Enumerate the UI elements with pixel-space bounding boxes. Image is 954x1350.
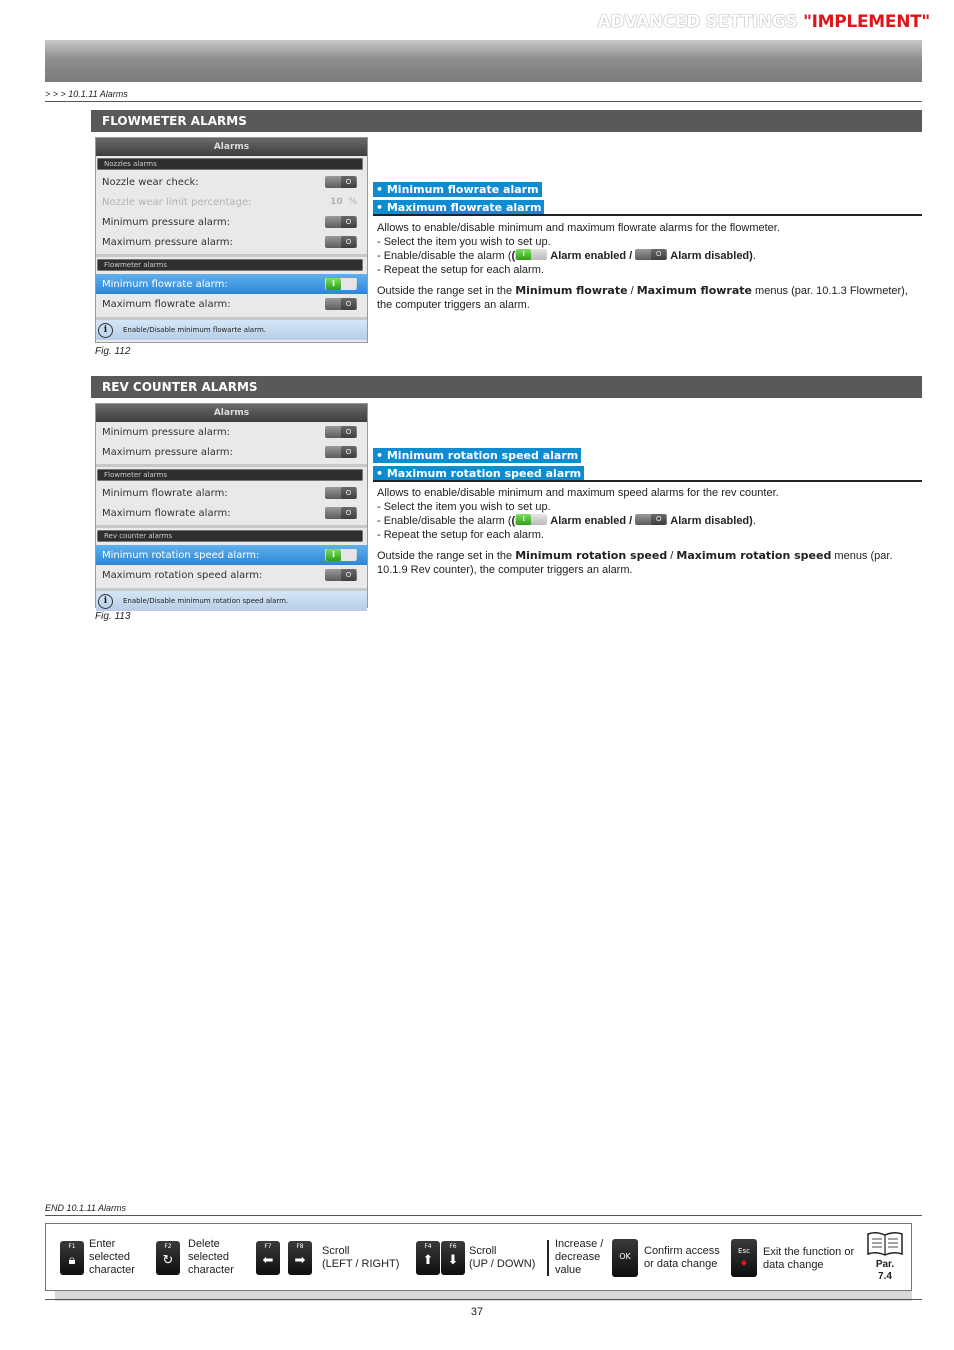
group-header-rev-counter: Rev counter alarms — [97, 530, 363, 542]
page-title-highlight: "IMPLEMENT" — [803, 12, 930, 32]
end-label: END 10.1.11 Alarms — [45, 1203, 127, 1213]
toggle-switch-off[interactable] — [325, 507, 357, 519]
toggle-off-icon — [635, 249, 667, 260]
alarm-headings — [373, 180, 544, 216]
toggle-switch-off[interactable] — [325, 426, 357, 438]
section-title-rev-counter: REV COUNTER ALARMS — [91, 376, 922, 398]
heading-min-flowrate: • Minimum flowrate alarm — [373, 182, 542, 197]
info-bar: i Enable/Disable minimum rotation speed alarm. — [96, 591, 367, 611]
ok-key-icon: OK — [612, 1239, 638, 1277]
toggle-switch-off[interactable] — [325, 298, 357, 310]
description-rev-counter: Allows to enable/disable minimum and maximum speed alarms for the rev counter. - Select the item you wish to set up. - Enable/disable the alarm ((I Alarm enabled / O Alarm disabled). - Repeat the setup for each alarm. Outside the range set in the Minimum rotation speed / Maximum rotation speed menus (par. 10.1.9 Rev counter), the computer triggers an alarm. — [377, 486, 922, 577]
section-title-flowmeter: FLOWMETER ALARMS — [91, 110, 922, 132]
legend-delete: Delete selected character — [188, 1238, 234, 1276]
divider — [96, 254, 367, 257]
legend-bar-icon — [547, 1240, 549, 1276]
setting-row[interactable]: Maximum pressure alarm: O — [96, 232, 367, 252]
setting-row[interactable]: Minimum pressure alarm: O — [96, 212, 367, 232]
screen-title: Alarms — [96, 404, 367, 422]
toggle-switch-off[interactable] — [325, 236, 357, 248]
toggle-switch-off[interactable] — [325, 446, 357, 458]
legend-scroll-ud: Scroll (UP / DOWN) — [469, 1245, 536, 1270]
legend-incdec: Increase / decrease value — [555, 1238, 604, 1276]
page-header — [45, 40, 922, 82]
info-bar: i Enable/Disable minimum flowarte alarm. — [96, 320, 367, 340]
setting-row[interactable]: Maximum flowrate alarm: O — [96, 503, 367, 523]
figure-caption: Fig. 112 — [95, 346, 131, 357]
group-header-flowmeter: Flowmeter alarms — [97, 259, 363, 271]
setting-row[interactable]: Maximum rotation speed alarm: O — [96, 565, 367, 585]
device-screen-flowmeter — [95, 137, 368, 343]
toggle-switch-off[interactable] — [325, 216, 357, 228]
page-number: 37 — [470, 1306, 484, 1318]
info-icon: i — [98, 323, 113, 338]
group-header-nozzles: Nozzles alarms — [97, 158, 363, 170]
setting-row[interactable]: Minimum flowrate alarm: O — [96, 483, 367, 503]
toggle-switch-off[interactable] — [325, 487, 357, 499]
description-flowmeter: Allows to enable/disable minimum and maximum flowrate alarms for the flowmeter. - Select the item you wish to set up. - Enable/disable the alarm ((I Alarm enabled / O Alarm disabled). - Repeat the setup for each alarm. Outside the range set in the Minimum flowrate / Maximum flowrate menus (par. 10.1.3 Flowmeter), the computer triggers an alarm. — [377, 221, 917, 312]
alarm-headings — [373, 446, 584, 482]
group-header-flowmeter: Flowmeter alarms — [97, 469, 363, 481]
setting-row[interactable]: Nozzle wear check: O — [96, 172, 367, 192]
book-icon — [866, 1230, 904, 1258]
par-reference: Par. 7.4 — [875, 1259, 895, 1282]
heading-max-flowrate: • Maximum flowrate alarm — [373, 200, 544, 215]
toggle-switch-off[interactable] — [325, 569, 357, 581]
esc-key-icon: Esc ◆ — [731, 1239, 757, 1277]
screen-title: Alarms — [96, 138, 367, 156]
legend-confirm: Confirm access or data change — [644, 1245, 720, 1270]
legend-scroll-lr: Scroll (LEFT / RIGHT) — [322, 1245, 400, 1270]
toggle-on-icon — [515, 514, 547, 525]
divider — [96, 525, 367, 528]
info-icon: i — [98, 594, 113, 609]
legend-exit: Exit the function or data change — [763, 1246, 855, 1271]
divider — [96, 464, 367, 467]
setting-row[interactable]: Nozzle wear limit percentage: 10 % — [102, 196, 357, 208]
setting-row[interactable]: Minimum pressure alarm: O — [96, 422, 367, 442]
setting-row[interactable]: Maximum flowrate alarm: O — [96, 294, 367, 314]
figure-caption: Fig. 113 — [95, 611, 131, 622]
f7-key-icon: F7 ⬅︎ — [256, 1241, 280, 1275]
heading-rule — [373, 480, 922, 482]
toggle-switch-off[interactable] — [325, 176, 357, 188]
setting-row-selected[interactable]: Minimum rotation speed alarm: I — [96, 545, 367, 565]
toggle-on-icon — [515, 249, 547, 260]
heading-rule — [373, 214, 922, 216]
footer-rule-bottom — [45, 1299, 922, 1300]
setting-row[interactable]: Maximum pressure alarm: O — [96, 442, 367, 462]
toggle-switch-on[interactable] — [325, 549, 357, 561]
f6-key-icon: F6 ⬇︎ — [441, 1241, 465, 1275]
f4-key-icon: F4 ⬆︎ — [416, 1241, 440, 1275]
device-screen-rev-counter — [95, 403, 368, 608]
f8-key-icon: F8 ➡︎ — [288, 1241, 312, 1275]
footer-rule-top — [45, 1215, 922, 1216]
legend-enter: Enter selected character — [89, 1238, 135, 1276]
heading-max-rotation: • Maximum rotation speed alarm — [373, 466, 584, 481]
heading-min-rotation: • Minimum rotation speed alarm — [373, 448, 581, 463]
f2-key-icon: F2 ↻ — [156, 1241, 180, 1275]
toggle-switch-on[interactable] — [325, 278, 357, 290]
header-rule — [45, 101, 922, 102]
page-title: ADVANCED SETTINGS "IMPLEMENT" — [597, 12, 930, 32]
setting-row-selected[interactable]: Minimum flowrate alarm: I — [96, 274, 367, 294]
f1-key-icon: F1 🔒︎ — [60, 1241, 84, 1275]
breadcrumb: > > > 10.1.11 Alarms — [45, 89, 128, 99]
toggle-off-icon — [635, 514, 667, 525]
